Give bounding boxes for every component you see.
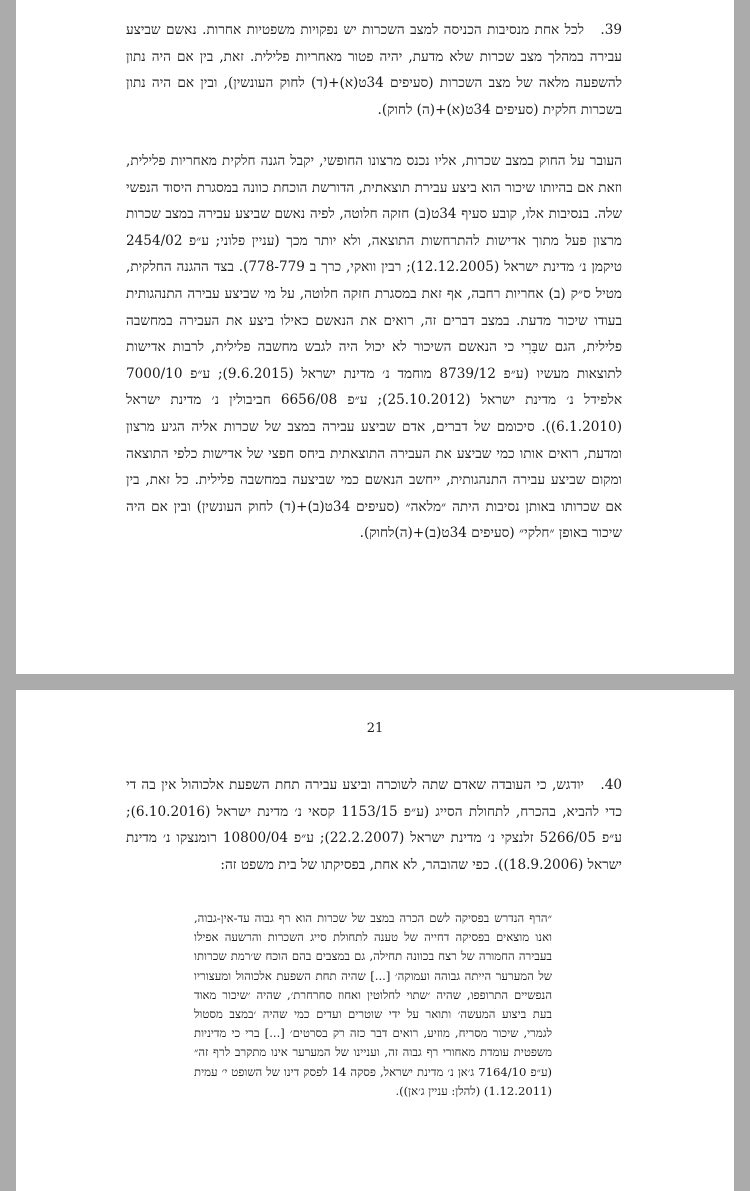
document-page-2 [16,690,734,1191]
document-page-1 [16,0,734,674]
paragraph-number: 40. [600,777,622,793]
block-quote: ״הרף הנדרש בפסיקה לשם הכרה במצב של שכרות הוא רף גבוה עד-אין-גבוה, ואנו מוצאים בפסיקה דחייה של טענה לתחולת סייג השכרות והרשעה אפילו בעבירה החמורה של רצח בכוונה תחילה, גם במצבים בהם הוכח ש׳רמת שכרותו של המערער הייתה גבוהה ועמוקה׳ [...] שהיה תחת השפעת אלכוהול ומעצוריו הנפשיים התרופפו, שהיה ׳שתוי לחלוטין ואחוז סחרחרת׳, שהיה ׳שיכור מאוד בעת ביצוע המעשה׳ ותואר על ידי שוטרים ועדים כמי שהיה ׳במצב מסטול לגמרי, שיכור מסריח, מוזיע, רואים דבר כזה רק בסרטים׳ [...] ברי כי מדיניות משפטית עומדת מאחורי רף גבוה זה, ועניינו של המערער אינו מתקרב לרף זה״ (ע״פ 7164/10 ג׳אן נ׳ מדינת ישראל, פסקה 14 לפסק דינו של השופט י׳ עמית (1.12.2011) (להלן: עניין ג׳אן)). [194,911,553,1098]
paragraph-voluntary-intoxication: העובר על החוק במצב שכרות, אליו נכנס מרצונו החופשי, יקבל הגנה חלקית מאחריות פלילית, וזאת אם בהיותו שיכור הוא ביצע עבירת תוצאתית, הדורשת הוכחת כוונה במסגרת היסוד הנפשי שלה. בנסיבות אלו, קובע סעיף 34ט(ב) חזקה חלוטה, לפיה נאשם שביצע עבירה במצב שכרות מרצון פעל מתוך אדישות להתרחשות התוצאה, ולא יותר מכך (עניין פלוני; ע״פ 2454/02 טיקמן נ׳ מדינת ישראל (12.12.2005); רבין וואקי, כרך ב 778-779). בצד ההגנה החלקית, מטיל ס״ק (ב) אחריות רחבה, אף זאת במסגרת חזקה חלוטה, על מי שביצע עבירה התנהגותית בעודו שיכור מדעת. במצב דברים זה, רואים את הנאשם כאילו ביצע את העבירה במחשבה פלילית, הגם שבָּרִי כי הנאשם השיכור לא יכול היה לגבש מחשבה פלילית, לרבות אדישות לתוצאות מעשיו (ע״פ 8739/12 מוחמד נ׳ מדינת ישראל (9.6.2015); ע״פ 7000/10 אלפידל נ׳ מדינת ישראל (25.10.2012); ע״פ 6656/08 חביבולין נ׳ מדינת ישראל (6.1.2010)). סיכומם של דברים, אדם שביצע עבירה במצב של שכרות אליה הגיע מרצון ומדעת, רואים אותו כמי שביצע את העבירה התוצאתית ביחס חפצי של אדישות כלפי התוצאה ומקום שביצע עבירה התנהגותית, ייחשב הנאשם כמי שביצעה במחשבה פלילית. כל זאת, בין אם שכרותו באותן נסיבות היתה ״מלאה״ (סעיפים 34ט(ב)+(ד) לחוק העונשין) ובין אם היה שיכור באופן ״חלקי״ (סעיפים 34ט(ב)+(ה)לחוק). [126,153,622,542]
paragraph-40 [126,772,622,878]
page-number: 21 [366,721,384,736]
paragraph-number: 39. [600,22,622,38]
paragraph-39 [126,17,622,123]
paragraph-text: לכל אחת מנסיבות הכניסה למצב השכרות יש נפקויות משפטיות אחרות. נאשם שביצע עבירה במהלך מצב שכרות שלא מדעת, יהיה פטור מאחריות פלילית. זאת, בין אם היה נתון להשפעה מלאה של מצב השכרות (סעיפים 34ט(א)+(ד) לחוק העונשין), ובין אם היה נתון בשכרות חלקית (סעיפים 34ט(א)+(ה) לחוק). [126,22,622,118]
paragraph-text: יודגש, כי העובדה שאדם שתה לשוכרה וביצע עבירה תחת השפעת אלכוהול אין בה די כדי להביא, בהכרח, לתחולת הסייג (ע״פ 1153/15 קסאי נ׳ מדינת ישראל (6.10.2016); ע״פ 5266/05 זלנצקי נ׳ מדינת ישראל (22.2.2007); ע״פ 10800/04 רומנצקו נ׳ מדינת ישראל (18.9.2006)). כפי שהובהר, לא אחת, בפסיקתו של בית משפט זה: [126,777,622,873]
